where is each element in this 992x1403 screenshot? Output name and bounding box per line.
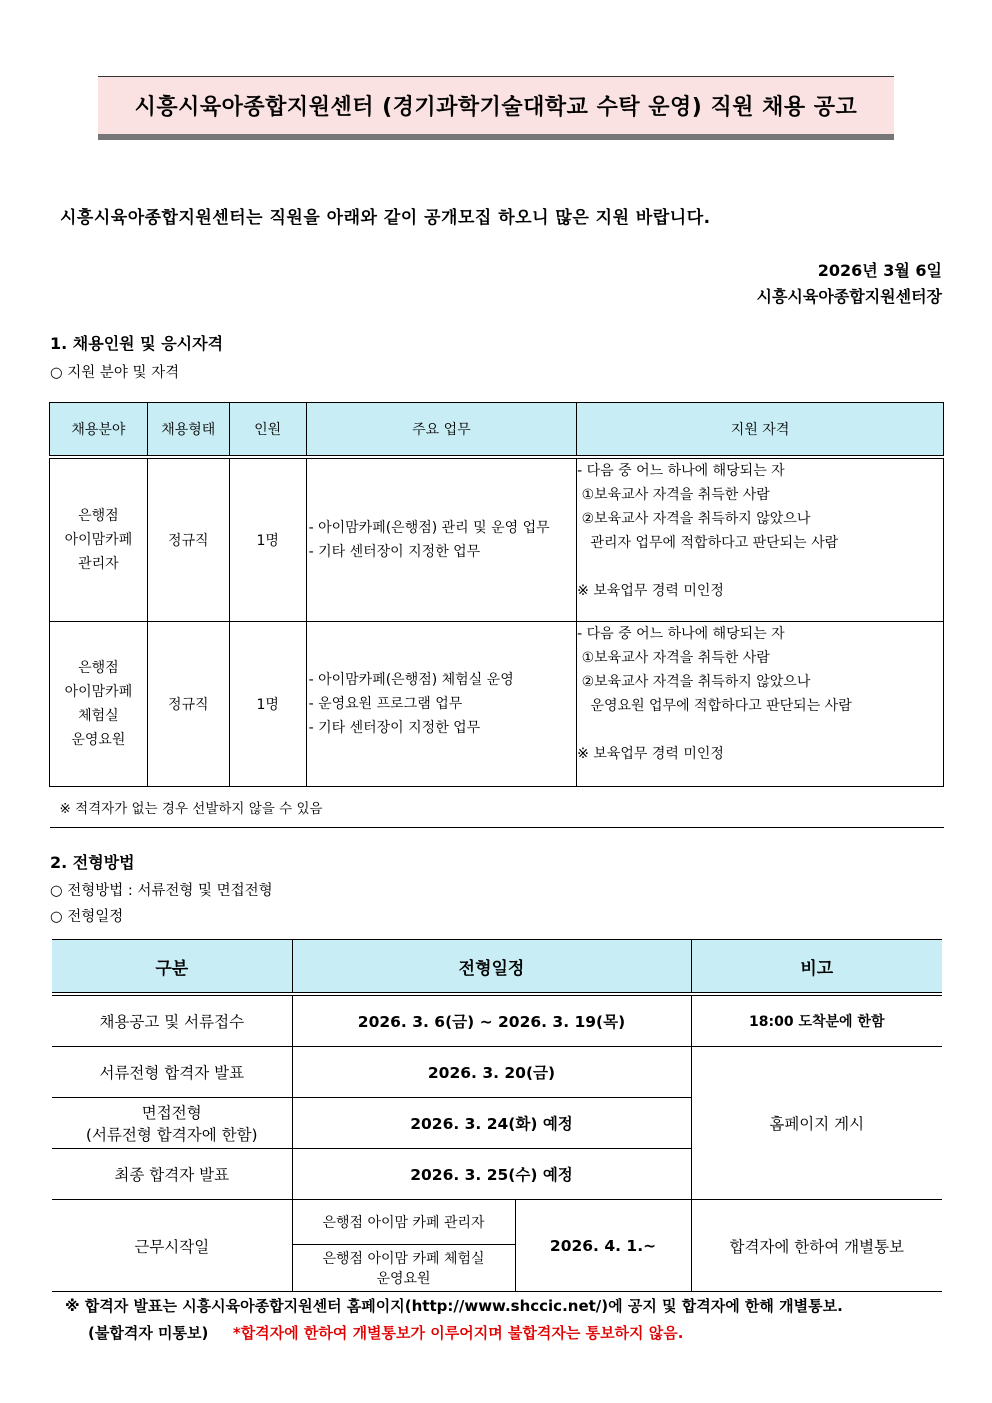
start-remark: 합격자에 한하여 개별통보 [691, 1200, 942, 1292]
header-type: 채용형태 [147, 403, 229, 456]
qualifications-cell: - 다음 중 어느 하나에 해당되는 자 ①보육교사 자격을 취득한 사람 ②보육교사 자격을 취득하지 않았으나 관리자 업무에 적합하다고 판단되는 사람 ※ 보육업무 경력 미인정 [577, 459, 944, 622]
count-cell: 1명 [229, 459, 306, 622]
stage-schedule: 2026. 3. 24(화) 예정 [292, 1098, 691, 1149]
section2-bullet-schedule: ○ 전형일정 [50, 909, 124, 925]
stage-label: 최종 합격자 발표 [52, 1149, 292, 1200]
stage-remark: 18:00 도착분에 한함 [691, 996, 942, 1047]
count-cell: 1명 [229, 622, 306, 787]
footer-note: ※ 합격자 발표는 시흥시육아종합지원센터 홈페이지(http://www.shccic.net/)에 공지 및 합격자에 한해 개별통보. [65, 1297, 843, 1315]
stage-label: 채용공고 및 서류접수 [52, 996, 292, 1047]
page-title: 시흥시육아종합지원센터 (경기과학기술대학교 수탁 운영) 직원 채용 공고 [134, 95, 858, 120]
schedule-table [52, 939, 942, 1292]
start-label: 근무시작일 [52, 1200, 292, 1292]
stage-label: 서류전형 합격자 발표 [52, 1047, 292, 1098]
footer-note-2 [88, 1322, 683, 1343]
notice-date: 2026년 3월 6일 [817, 261, 942, 280]
section2-heading: 2. 전형방법 [50, 853, 135, 872]
recruitment-table [49, 402, 944, 828]
duties-cell: - 아이맘카페(은행점) 관리 및 운영 업무 - 기타 센터장이 지정한 업무 [306, 459, 577, 622]
title-banner [98, 76, 894, 140]
field-cell: 은행점 아이맘카페 관리자 [50, 459, 148, 622]
homepage-remark: 홈페이지 게시 [691, 1047, 942, 1200]
duties-cell: - 아이맘카페(은행점) 체험실 운영 - 운영요원 프로그램 업무 - 기타 센터장이 지정한 업무 [306, 622, 577, 787]
header-duties: 주요 업무 [306, 403, 577, 456]
type-cell: 정규직 [147, 622, 229, 787]
table-row [50, 622, 944, 787]
header-remarks: 비고 [691, 940, 942, 993]
header-schedule: 전형일정 [292, 940, 691, 993]
table-header-row [50, 403, 944, 456]
stage-label: 면접전형 (서류전형 합격자에 한함) [52, 1098, 292, 1149]
qualifications-cell: - 다음 중 어느 하나에 해당되는 자 ①보육교사 자격을 취득한 사람 ②보육교사 자격을 취득하지 않았으나 운영요원 업무에 적합하다고 판단되는 사람 ※ 보육업무 경력 미인정 [577, 622, 944, 787]
section1-heading: 1. 채용인원 및 응시자격 [50, 334, 224, 353]
table-note-row [50, 787, 944, 828]
schedule-header-row [52, 940, 942, 993]
type-cell: 정규직 [147, 459, 229, 622]
header-count: 인원 [229, 403, 306, 456]
section2-bullet-method: ○ 전형방법 : 서류전형 및 면접전형 [50, 883, 273, 899]
header-qualifications: 지원 자격 [577, 403, 944, 456]
position-manager: 은행점 아이맘 카페 관리자 [292, 1200, 515, 1245]
stage-schedule: 2026. 3. 25(수) 예정 [292, 1149, 691, 1200]
start-row [52, 1200, 942, 1245]
header-field: 채용분야 [50, 403, 148, 456]
header-category: 구분 [52, 940, 292, 993]
issuer: 시흥시육아종합지원센터장 [756, 287, 942, 306]
table-row [50, 459, 944, 622]
footer-red-note: *합격자에 한하여 개별통보가 이루어지며 불합격자는 통보하지 않음. [232, 1324, 684, 1342]
stage-schedule: 2026. 3. 6(금) ~ 2026. 3. 19(목) [292, 996, 691, 1047]
field-cell: 은행점 아이맘카페 체험실 운영요원 [50, 622, 148, 787]
start-date: 2026. 4. 1.~ [515, 1200, 691, 1292]
position-staff: 은행점 아이맘 카페 체험실 운영요원 [292, 1245, 515, 1292]
schedule-row [52, 1047, 942, 1098]
table-note: ※ 적격자가 없는 경우 선발하지 않을 수 있음 [50, 787, 944, 828]
footer-unsuccessful: (불합격자 미통보) [88, 1324, 209, 1342]
stage-schedule: 2026. 3. 20(금) [292, 1047, 691, 1098]
intro-text: 시흥시육아종합지원센터는 직원을 아래와 같이 공개모집 하오니 많은 지원 바랍니다. [60, 208, 711, 228]
schedule-row [52, 996, 942, 1047]
section1-bullet: ○ 지원 분야 및 자격 [50, 365, 180, 381]
